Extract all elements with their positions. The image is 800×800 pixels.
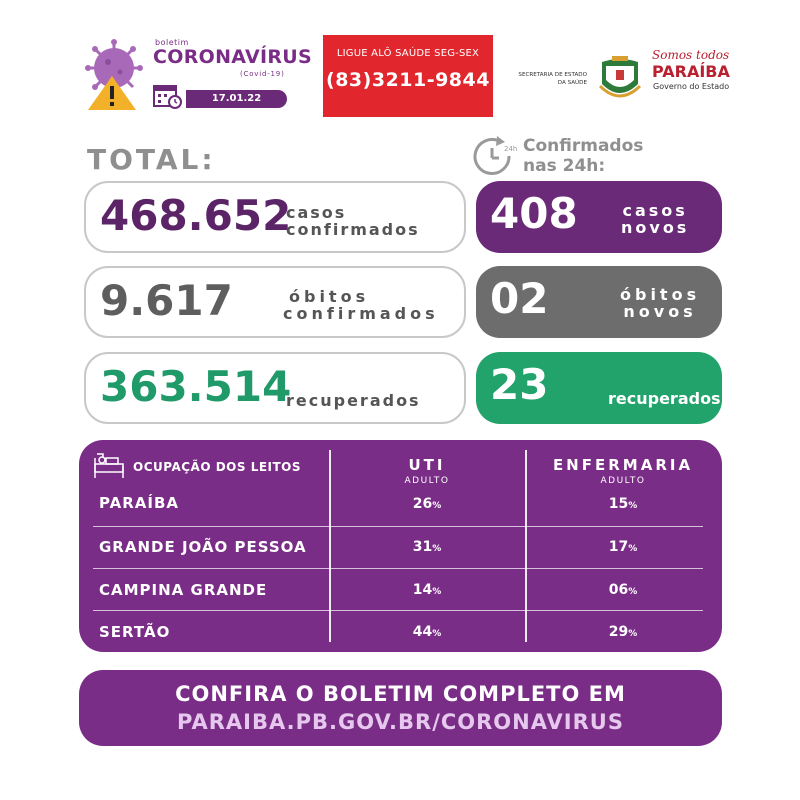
bulletin-date: 17.01.22 xyxy=(186,90,287,108)
cta-line-1: CONFIRA O BOLETIM COMPLETO EM xyxy=(175,682,626,706)
beds-row-region: GRANDE JOÃO PESSOA xyxy=(99,538,307,556)
total-deaths-card xyxy=(84,266,466,338)
beds-row-enf: 06% xyxy=(608,582,638,598)
clock-24h-icon xyxy=(471,136,517,178)
covid-subtitle: (Covid-19) xyxy=(240,70,285,78)
new-deaths-value: 02 xyxy=(490,274,549,323)
last24-heading xyxy=(523,136,643,176)
gov-slogan: Somos todos xyxy=(652,48,730,62)
new-cases-label-2: novos xyxy=(621,218,690,237)
hotline-number: (83)3211-9844 xyxy=(326,69,490,91)
full-bulletin-banner[interactable] xyxy=(79,670,722,746)
uti-column-title: UTI xyxy=(408,456,446,474)
new-cases-value: 408 xyxy=(490,189,578,238)
secretaria-line-1: SECRETARIA DE ESTADO xyxy=(518,72,587,78)
calendar-icon xyxy=(153,82,183,110)
enfermaria-column-title: ENFERMARIA xyxy=(552,456,694,474)
new-recovered-card xyxy=(476,352,722,424)
boletim-label: boletim xyxy=(155,38,189,47)
new-deaths-label-2: novos xyxy=(623,302,697,321)
secretaria-label xyxy=(511,71,587,87)
beds-row-region: PARAÍBA xyxy=(99,494,180,512)
beds-row-region: SERTÃO xyxy=(99,623,171,641)
total-recovered-value: 363.514 xyxy=(100,362,292,411)
clock-24h-label: 24h xyxy=(504,145,517,153)
hospital-bed-icon xyxy=(93,452,125,480)
total-deaths-label xyxy=(283,288,439,322)
beds-row-uti: 31% xyxy=(412,539,442,555)
uti-column-sub: ADULTO xyxy=(404,476,450,486)
total-deaths-label-1: óbitos xyxy=(289,287,370,306)
hotline-label: LIGUE ALÔ SAÚDE SEG-SEX xyxy=(336,48,480,59)
new-recovered-value: 23 xyxy=(490,360,549,409)
gov-subtitle: Governo do Estado xyxy=(653,82,730,91)
new-recovered-label: recuperados xyxy=(608,389,721,408)
new-deaths-label-1: óbitos xyxy=(620,285,701,304)
beds-row-enf: 29% xyxy=(608,624,638,640)
beds-row-uti: 26% xyxy=(412,496,442,512)
new-deaths-card xyxy=(476,266,722,338)
hotline-box xyxy=(323,35,493,117)
total-recovered-label: recuperados xyxy=(286,391,421,410)
total-recovered-card xyxy=(84,352,466,424)
total-cases-label-2: confirmados xyxy=(286,220,420,239)
total-cases-label xyxy=(286,204,420,238)
beds-row-uti: 44% xyxy=(412,624,442,640)
beds-heading: OCUPAÇÃO DOS LEITOS xyxy=(133,460,302,474)
new-deaths-label xyxy=(620,286,700,320)
total-deaths-value: 9.617 xyxy=(100,276,233,325)
gov-name: PARAÍBA xyxy=(652,62,730,81)
total-cases-label-1: casos xyxy=(286,203,347,222)
coronavirus-warning-icon xyxy=(82,38,146,112)
row-divider xyxy=(93,526,703,527)
secretaria-line-2: DA SAÚDE xyxy=(557,80,587,86)
bed-occupancy-table xyxy=(79,440,722,652)
row-divider xyxy=(93,568,703,569)
last24-heading-line-2: nas 24h: xyxy=(523,156,606,176)
coronavirus-title: CORONAVÍRUS xyxy=(153,46,313,68)
new-cases-label-1: casos xyxy=(622,201,688,220)
beds-row-enf: 15% xyxy=(608,496,638,512)
new-cases-label xyxy=(621,202,689,236)
beds-row-region: CAMPINA GRANDE xyxy=(99,581,268,599)
last24-heading-line-1: Confirmados xyxy=(523,136,644,156)
total-cases-card xyxy=(84,181,466,253)
enfermaria-column-sub: ADULTO xyxy=(600,476,646,486)
total-heading: TOTAL: xyxy=(87,143,216,176)
row-divider xyxy=(93,610,703,611)
beds-row-enf: 17% xyxy=(608,539,638,555)
cta-url[interactable]: PARAIBA.PB.GOV.BR/CORONAVIRUS xyxy=(177,710,624,734)
total-deaths-label-2: confirmados xyxy=(283,304,439,323)
state-crest-icon xyxy=(598,56,642,104)
beds-row-uti: 14% xyxy=(412,582,442,598)
total-cases-value: 468.652 xyxy=(100,191,292,240)
new-cases-card xyxy=(476,181,722,253)
